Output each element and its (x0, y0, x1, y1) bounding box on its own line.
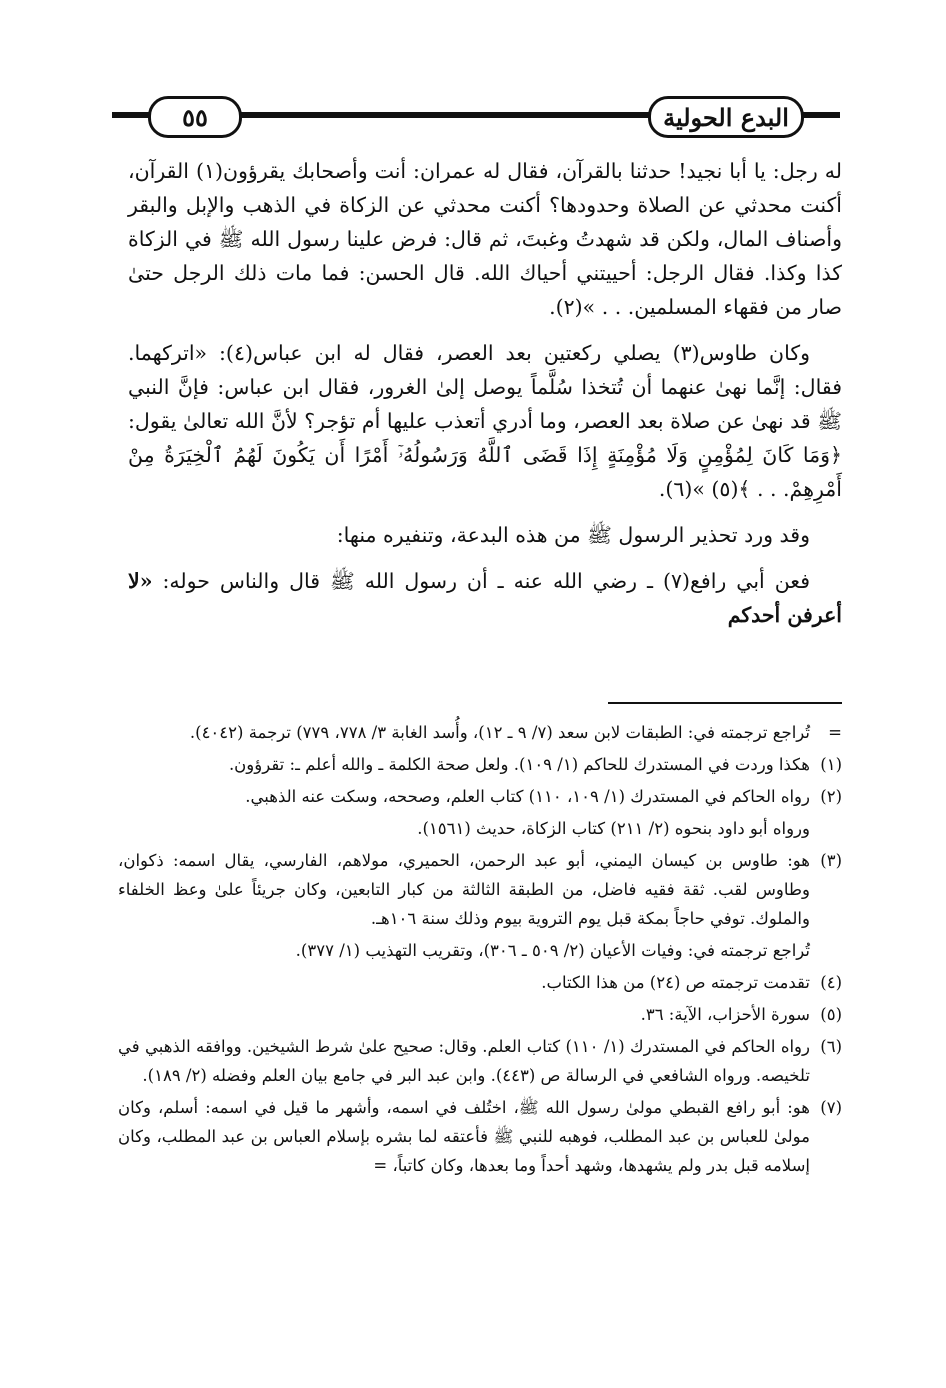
footnote-separator (608, 702, 842, 704)
footnote-text: هكذا وردت في المستدرك للحاكم (١/ ١٠٩). ولعل صحة الكلمة ـ والله أعلم ـ: تقرؤون. (228, 755, 810, 774)
footnote-number: (٦) (820, 1037, 842, 1056)
footnotes (118, 718, 842, 1183)
footnote-text: تقدمت ترجمته ص (٢٤) من هذا الكتاب. (541, 973, 810, 992)
footnote-number: (٧) (820, 1098, 842, 1117)
footnote-number: (٤) (820, 973, 842, 992)
footnote-3-extra: تُراجع ترجمته في: وفيات الأعيان (٢/ ٥٠٩ ـ ٣٠٦)، وتقريب التهذيب (١/ ٣٧٧). (295, 941, 810, 960)
footnote-text: سورة الأحزاب، الآية: ٣٦. (640, 1005, 810, 1024)
footnote-continuation (118, 718, 842, 747)
footnote-4 (118, 968, 842, 997)
footnote-text: هو: طاوس بن كيسان اليمني، أبو عبد الرحمن، الحميري، مولاهم، الفارسي، يقال اسمه: ذكوان، وطاوس لقب. ثقة فقيه فاضل، من الطبقة الثالثة من كبار التابعين، وكان جريئاً علىٰ وعظ الخلفاء والملوك. توفي حاجاً بمكة قبل يوم التروية بيوم وذلك سنة ١٠٦هـ. (118, 851, 810, 928)
footnote-2 (118, 782, 842, 811)
footnote-number: (٣) (820, 851, 842, 870)
footnote-6 (118, 1032, 842, 1090)
footnote-text: هو: أبو رافع القبطي مولىٰ رسول الله ﷺ، اختُلف في اسمه، وأشهر ما قيل في اسمه: أسلم، وكان مولىٰ للعباس بن عبد المطلب، فوهبه للنبي ﷺ فأعتقه لما بشره بإسلام العباس بن عبد المطلب، وكان إسلامه قبل بدر ولم يشهدها، وشهد أحداً وما بعدها، وكان كاتباً، = (118, 1098, 810, 1175)
paragraph (128, 564, 842, 632)
footnote-text: تُراجع ترجمته في: الطبقات لابن سعد (٧/ ٩ ـ ١٢)، وأُسد الغابة ٣/ ٧٧٨، ٧٧٩) ترجمة (٤٠٤٢). (189, 723, 810, 742)
footnote-3 (118, 846, 842, 933)
page-header (112, 96, 840, 136)
footnote-text: رواه الحاكم في المستدرك (١/ ١١٠) كتاب العلم. وقال: صحيح علىٰ شرط الشيخين. ووافقه الذهبي في تلخيصه. ورواه الشافعي في الرسالة ص (٤٤٣). وابن عبد البر في جامع بيان العلم وفضله (٢/ ١٨٩). (118, 1037, 810, 1085)
footnote-1 (118, 750, 842, 779)
footnote-text: رواه الحاكم في المستدرك (١/ ١٠٩، ١١٠) كتاب العلم، وصححه، وسكت عنه الذهبي. (245, 787, 810, 806)
footnote-number: (٢) (820, 787, 842, 806)
footnote-5 (118, 1000, 842, 1029)
paragraph: وقد ورد تحذير الرسول ﷺ من هذه البدعة، وتنفيره منها: (336, 523, 810, 547)
continuation-marker: = (828, 723, 842, 742)
paragraph-lead: فعن أبي رافع(٧) ـ رضي الله عنه ـ أن رسول الله ﷺ قال والناس حوله: (152, 569, 810, 593)
paragraph: وكان طاوس(٣) يصلي ركعتين بعد العصر، فقال له ابن عباس(٤): «اتركهما. فقال: إنَّما نهىٰ عنهما أن تُتخذا سُلَّماً يوصل إلىٰ الغرور، فقال ابن عباس: فإنَّ النبي ﷺ قد نهىٰ عن صلاة بعد العصر، وما أدري أتعذب عليها أم تؤجر؟ لأنَّ الله تعالىٰ يقول: ﴿وَمَا كَانَ لِمُؤْمِنٍ وَلَا مُؤْمِنَةٍ إِذَا قَضَى ٱللَّهُ وَرَسُولُهُۥٓ أَمْرًا أَن يَكُونَ لَهُمُ ٱلْخِيَرَةُ مِنْ أَمْرِهِمْ. . . ﴾(٥) »(٦). (128, 341, 842, 501)
hadith-quote: «لا أعرفن أحدكم (128, 569, 842, 627)
running-title: البدع الحولية (648, 96, 804, 138)
footnote-7 (118, 1093, 842, 1180)
page-number: ٥٥ (148, 96, 242, 138)
paragraph: له رجل: يا أبا نجيد! حدثنا بالقرآن، فقال له عمران: أنت وأصحابك يقرؤون(١) القرآن، أكنت محدثي عن الصلاة وحدودها؟ أكنت محدثي عن الزكاة في الذهب والإبل والبقر وأصناف المال، ولكن قد شهدتُ وغبتَ، ثم قال: فرض علينا رسول الله ﷺ في الزكاة كذا وكذا. فقال الرجل: أحييتني أحياك الله. قال الحسن: فما مات ذلك الرجل حتىٰ صار من فقهاء المسلمين. . . »(٢). (128, 159, 842, 319)
footnote-number: (١) (820, 755, 842, 774)
footnote-number: (٥) (820, 1005, 842, 1024)
main-text (128, 154, 842, 644)
footnote-2-extra: ورواه أبو داود بنحوه (٢/ ٢١١) كتاب الزكاة، حديث (١٥٦١). (417, 819, 810, 838)
